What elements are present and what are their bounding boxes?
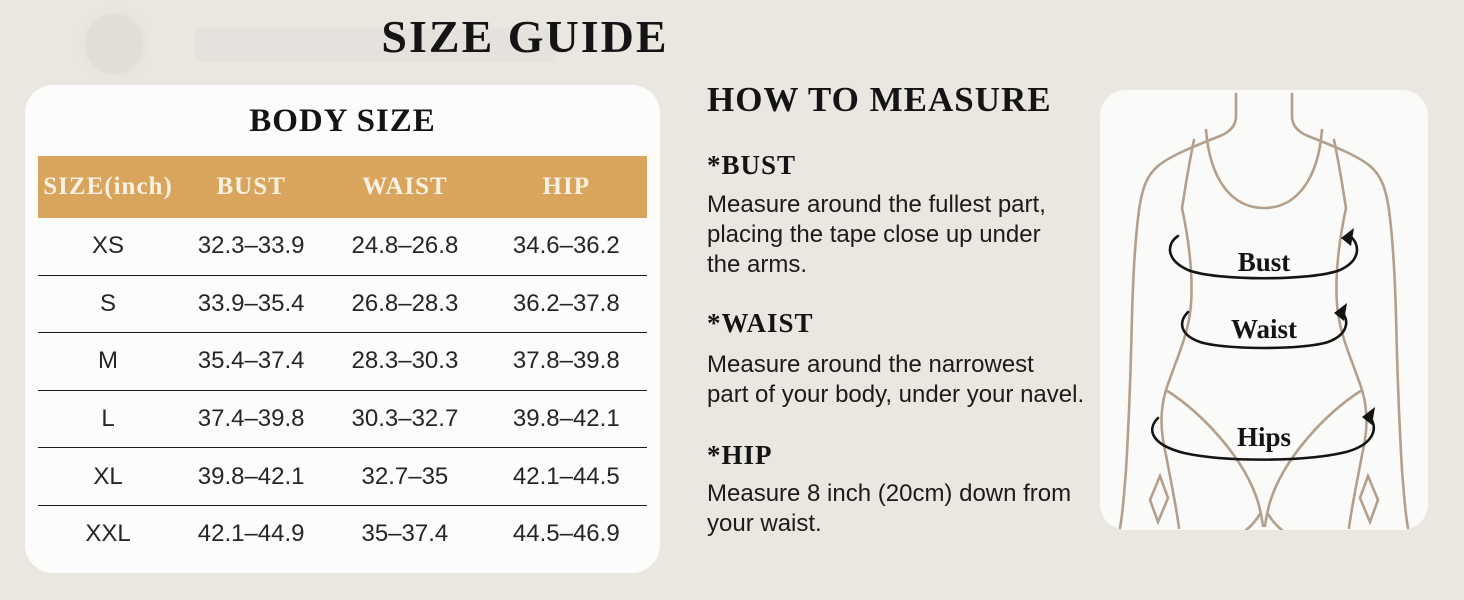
waist-section-label: *WAIST — [707, 308, 814, 338]
text-line: placing the tape close up under — [707, 221, 1041, 248]
body-outline — [1120, 94, 1408, 530]
bust-section-label: *BUST — [707, 150, 797, 180]
bust-cell: 42.1–44.9 — [197, 520, 305, 548]
size-cell: S — [100, 289, 117, 317]
size-cell: M — [98, 347, 119, 375]
size-cell: XS — [92, 232, 125, 260]
table-row — [38, 448, 647, 506]
waist-cell: 28.3–30.3 — [351, 347, 459, 375]
hip-section-text — [707, 479, 1071, 539]
size-cell: L — [101, 405, 115, 433]
bust-section-text — [707, 190, 1046, 280]
bust-cell: 39.8–42.1 — [197, 462, 305, 490]
text-line: your waist. — [707, 510, 822, 537]
table-row — [38, 333, 647, 391]
body-figure-illustration — [1100, 90, 1428, 530]
body-size-card — [25, 85, 660, 573]
body-size-heading: BODY SIZE — [249, 103, 436, 139]
hip-cell: 42.1–44.5 — [512, 462, 620, 490]
text-line: the arms. — [707, 251, 808, 278]
hip-section-label: *HIP — [707, 440, 773, 470]
bust-arrow-icon — [1341, 228, 1354, 246]
column-header-hip: HIP — [542, 173, 590, 200]
table-row — [38, 506, 647, 563]
hip-cell: 39.8–42.1 — [512, 405, 620, 433]
waist-cell: 30.3–32.7 — [351, 405, 459, 433]
figure-hips-label: Hips — [1236, 422, 1292, 452]
table-header-row — [38, 156, 647, 218]
size-cell: XL — [93, 462, 123, 490]
body-size-table — [38, 156, 647, 563]
text-line: Measure around the narrowest — [707, 351, 1034, 378]
waist-section-text — [707, 350, 1084, 410]
table-row — [38, 391, 647, 449]
size-cell: XXL — [85, 520, 131, 548]
bust-cell: 32.3–33.9 — [197, 232, 305, 260]
figure-bust-label: Bust — [1237, 247, 1291, 277]
waist-cell: 32.7–35 — [361, 462, 449, 490]
measurement-figure-card — [1100, 90, 1428, 530]
text-line: Measure 8 inch (20cm) down from — [707, 480, 1072, 507]
text-line: Measure around the fullest part, — [707, 191, 1046, 218]
table-row — [38, 276, 647, 334]
waist-cell: 24.8–26.8 — [351, 232, 459, 260]
waist-cell: 35–37.4 — [361, 520, 449, 548]
page-title: SIZE GUIDE — [381, 11, 669, 62]
hip-cell: 44.5–46.9 — [512, 520, 620, 548]
text-line: part of your body, under your navel. — [707, 381, 1085, 408]
bust-cell: 35.4–37.4 — [197, 347, 305, 375]
bust-cell: 33.9–35.4 — [197, 289, 305, 317]
brand-logo-icon — [85, 14, 143, 74]
figure-waist-label: Waist — [1230, 314, 1298, 344]
hip-cell: 36.2–37.8 — [512, 289, 620, 317]
column-header-waist: WAIST — [362, 173, 448, 200]
column-header-size: SIZE(inch) — [43, 173, 173, 200]
bust-cell: 37.4–39.8 — [197, 405, 305, 433]
waist-cell: 26.8–28.3 — [351, 289, 459, 317]
table-row — [38, 218, 647, 276]
hip-cell: 34.6–36.2 — [512, 232, 620, 260]
how-to-measure-heading: HOW TO MEASURE — [707, 80, 1052, 119]
column-header-bust: BUST — [216, 173, 286, 200]
hip-cell: 37.8–39.8 — [512, 347, 620, 375]
